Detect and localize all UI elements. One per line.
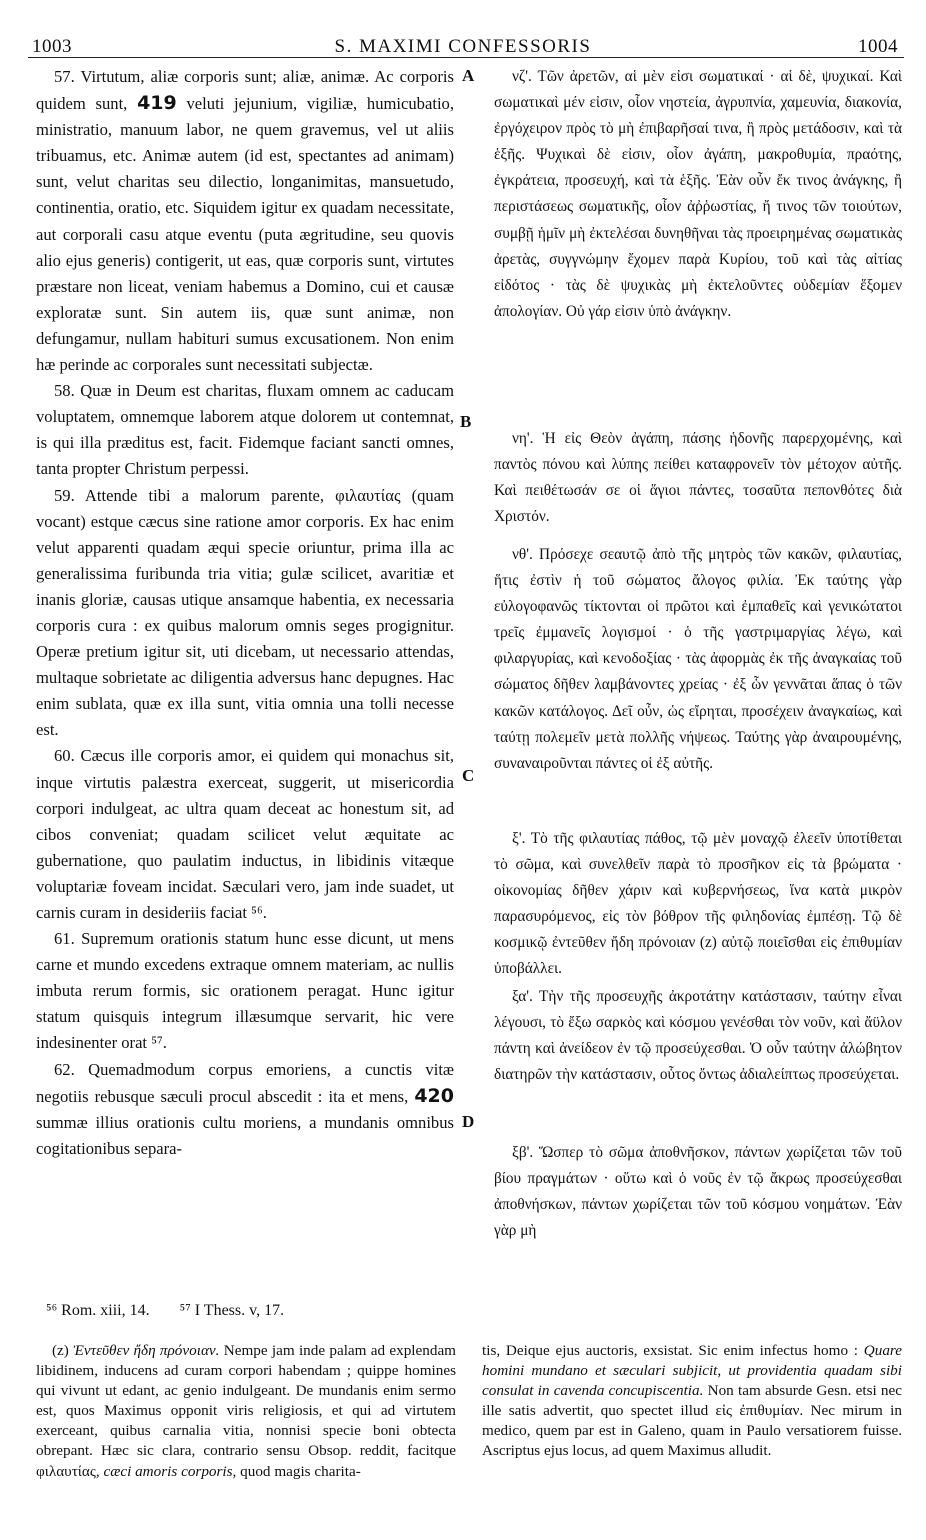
running-title: S. MAXIMI CONFESSORIS xyxy=(334,36,592,57)
footnote-label: (z) xyxy=(52,1342,69,1359)
latin-para-62-start: 62. Quemadmodum corpus emoriens, a cunctis vitæ negotiis rebusque sæculi procul abscedit : ita et mens, xyxy=(36,1059,454,1106)
footnote-left xyxy=(36,1341,456,1482)
column-number-420: 420 xyxy=(414,1084,454,1107)
greek-para-61: ξα'. Τὴν τῆς προσευχῆς ἀκροτάτην κατάστασιν, ταύτην εἶναι λέγουσι, τὸ ἔξω σαρκὸς καὶ κόσμου γενέσθαι τὸν νοῦν, καὶ ἄϋλον πάντη καὶ ἀνείδεον ἐν τῷ προσεύχεσθαι. Ὁ οὖν ταύτην ἀλώβητον διατηρῶν τὴν κατάστασιν, οὗτος ὄντως ἀδιαλείπτως προσεύχεται. xyxy=(494,988,902,1084)
header-rule xyxy=(28,57,904,58)
latin-para-60: 60. Cæcus ille corporis amor, ei quidem qui monachus sit, inque virtutis palæstra exerceat, suggerit, ut misericordia corpori indulgeat, ac ultra quam deceat ac honestum sit, ad cibos conveniat; quadam scilicet velut æquitate ac gubernatione, quo paulatim inductus, in libidinis vitæque voluptariæ foveam incidat. Sæculari vero, jam inde suadet, ut carnis curam in desideriis faciat ⁵⁶. xyxy=(36,746,454,922)
greek-para-59: νθ'. Πρόσεχε σεαυτῷ ἀπὸ τῆς μητρὸς τῶν κακῶν, φιλαυτίας, ἥτις ἐστὶν ἡ τοῦ σώματος ἄλογος φιλία. Ἐκ ταύτης γὰρ εὐλογοφανῶς τίκτονται οἱ πρῶτοι καὶ ἐμπαθεῖς καὶ γενικώτατοι τρεῖς ἐμμανεῖς λογισμοί · ὁ τῆς γαστριμαργίας λέγω, καὶ φιλαργυρίας, καὶ κενοδοξίας · τὰς ἀφορμὰς ἐκ τῆς ἀναγκαίας τοῦ σώματος δῆθεν λαμβάνοντες χρείας · ἐξ ὧν γεννᾶται ἅπας ὁ τῶν κακῶν κατάλογος. Δεῖ οὖν, ὡς εἴρηται, προσέχειν ἀναγκαίως, καὶ ταύτῃ πολεμεῖν μετὰ πολλῆς νήψεως. Ταύτης γὰρ ἀναιρουμένης, συναναιροῦνται πάντες οἱ ἐξ αὐτῆς. xyxy=(494,546,902,772)
greek-para-57: νζ'. Τῶν ἀρετῶν, αἱ μὲν εἰσι σωματικαί · αἱ δὲ, ψυχικαί. Καὶ σωματικαὶ μέν εἰσιν, οἷον νηστεία, ἀγρυπνία, χαμευνία, διακονία, ἐργόχειρον πρὸς τὸ μὴ ἐπιβαρῆσαί τινα, ἢ πρὸς μετάδοσιν, καὶ τὰ ἑξῆς. Ψυχικαὶ δὲ εἰσιν, οἷον ἀγάπη, μακροθυμία, πραότης, ἐγκράτεια, προσευχή, καὶ τὰ ἑξῆς. Ἐὰν οὖν ἔκ τινος ἀνάγκης, ἢ περιστάσεως σωματικῆς, οἷον ἀῤῥωστίας, ἤ τινος τῶν τοιούτων, συμβῇ ἡμῖν μὴ ἐκτελέσαι δυνηθῆναι τὰς προειρημένας σωματικὰς ἀρετὰς, συγγνώμην ἔχομεν παρὰ Κυρίου, τοῦ καὶ τὰς αἰτίας εἰδότος · τὰς δὲ ψυχικὰς μὴ ἐκτελοῦντες οὐδεμίαν ἕξομεν ἀπολογίαν. Οὐ γάρ εἰσιν ὑπὸ ἀνάγκην. xyxy=(494,68,902,320)
footnote-em-a: cæci amoris corporis xyxy=(103,1462,233,1480)
latin-para-57-start: 57. Virtutum, aliæ corporis sunt; aliæ, animæ. Ac corporis quidem sunt, xyxy=(36,67,454,114)
note-56: ⁵⁶ Rom. xiii, 14. xyxy=(46,1302,150,1319)
column-number-419: 419 xyxy=(137,92,177,115)
greek-para-62: ξβ'. Ὥσπερ τὸ σῶμα ἀποθνῆσκον, πάντων χωρίζεται τῶν τοῦ βίου πραγμάτων · οὕτω καὶ ὁ νοῦς ἐν τῷ ἄκρως προσεύχεσθαι ἀποθνήσκων, πάντων χωρίζεται τῶν τοῦ κόσμου νοημάτων. Ἐὰν γὰρ μὴ xyxy=(494,1144,902,1240)
latin-para-58: 58. Quæ in Deum est charitas, fluxam omnem ac caducam voluptatem, omnemque laborem atque dolorem ut contemnat, is qui illa præditus est, facit. Fidemque faciant sancti omnes, tanta propter Christum perpessi. xyxy=(36,381,454,479)
footnote-text-d: Non tam absurde Gesn. etsi nec ille satis advertit, quo spectet illud εἰς ἐπιθυμίαν. Nec mirum in medico, quem par est in Galeno, quam in Paulo versatiorem fuisse. Ascriptus ejus locus, ad quem Maximus alludit. xyxy=(482,1382,903,1460)
footnote-text-b: , quod magis charita- xyxy=(232,1462,361,1480)
latin-para-59: 59. Attende tibi a malorum parente, φιλαυτίας (quam vocant) estque cæcus sine ratione amor corporis. Ex hac enim velut apparenti quadam æqui specie oriuntur, prima illa ac generalissima furibunda tria vitia; gulæ scilicet, avaritiæ et inanis gloriæ, causas utique ansamque habentia, ex necessaria corporis cura : ex quibus malorum omnis seges progignitur. Operæ pretium igitur sit, uti dicebam, ut necessario attendas, multaque sobrietate ac diligentia adversus hanc depugnes. Hac enim sublata, quæ ex illa sunt, vitia omnia una tolli necesse est. xyxy=(36,485,454,740)
latin-para-62-rest: summæ illius orationis cultu moriens, a mundanis omnibus cogitationibus separa- xyxy=(36,1112,454,1158)
latin-para-57 xyxy=(36,64,454,378)
margin-marker-d: D xyxy=(462,1112,475,1131)
footnote-text-a: Nempe jam inde palam ad explendam libidinem, inducens ad curam corpori habendam ; quippe homines qui vivunt ut edant, ac genio indulgeant. De mundanis enim sermo est, quos Maximus opponit viris religiosis, et qui ad virtutem exerceant, quibus carnalia vitia, nonnisi specie boni obtecta obrepant. Hæc sic clara, contrario sensu Obsop. reddit, facitque φιλαυτίας, xyxy=(36,1342,457,1480)
footnote-text-c: tis, Deique ejus auctoris, exsistat. Sic enim infectus homo : xyxy=(482,1342,859,1359)
margin-marker-b: B xyxy=(460,412,472,431)
greek-column xyxy=(494,64,902,1294)
latin-para-62 xyxy=(36,1057,454,1162)
footnote-lemma: Ἐντεῦθεν ἤδη πρόνοιαν. xyxy=(73,1342,220,1359)
footnote-z-start xyxy=(36,1341,456,1482)
margin-marker-c: C xyxy=(462,766,475,785)
footnote-right xyxy=(482,1341,902,1462)
greek-para-60: ξ'. Τὸ τῆς φιλαυτίας πάθος, τῷ μὲν μοναχῷ ἐλεεῖν ὑποτίθεται τὸ σῶμα, καὶ συνελθεῖν παρὰ τὸ προσῆκον εἰς τὰ βρώματα · οἰκονομίας δῆθεν χάριν καὶ κυβερνήσεως, ἵνα κατὰ μικρὸν παρασυρόμενος, εἰς τὸν βόθρον τῆς φιληδονίας ἐμπέσῃ. Τῷ δὲ κοσμικῷ ἐντεῦθεν ἤδη πρόνοιαν (z) αὐτῷ ποιεῖσθαι εἰς ἐπιθυμίαν ὑποβάλλει. xyxy=(494,830,902,978)
latin-column xyxy=(36,64,454,1162)
greek-para-58: νη'. Ἡ εἰς Θεὸν ἀγάπη, πάσης ἡδονῆς παρερχομένης, καὶ παντὸς πόνου καὶ λύπης πείθει καταφρονεῖν τὸν μέτοχον αὐτῆς. Καὶ πειθέτωσάν σε οἱ ἅγιοι πάντες, τοσαῦτα πεπονθότες διὰ Χριστόν. xyxy=(494,430,902,526)
scripture-notes xyxy=(46,1302,310,1320)
margin-marker-a: A xyxy=(462,66,475,85)
footnote-em-c: Quare homini mundano et sæculari subjicit, ut providentia quadam sibi consulat in cavenda concupiscentia. xyxy=(482,1342,903,1400)
page-number-left: 1003 xyxy=(32,36,72,57)
note-57: ⁵⁷ I Thess. v, 17. xyxy=(179,1302,285,1319)
footnote-z-continued xyxy=(482,1341,902,1462)
latin-para-57-rest: veluti jejunium, vigiliæ, humicubatio, ministratio, manuum labor, ne quem gravemus, vel ut aliis tribuamus, etc. Animæ autem (id est, spectantes ad animam) sunt, velut charitas seu dilectio, longanimitas, mansuetudo, continentia, oratio, etc. Siquidem igitur ex quadam necessitate, aut corporali casu atque eventu (puta ægritudine, seu quovis alio ejus generis) contigerit, ut eas, quæ corporis sunt, virtutes præstare non liceat, veniam habemus a Domino, cui et causæ exploratæ sunt. Sin autem iis, quæ sunt animæ, non defungamur, nullam habituri sumus excusationem. Non enim hæ perinde ac corporales sunt necessitati subjectæ. xyxy=(36,94,455,375)
page-number-right: 1004 xyxy=(858,36,898,57)
latin-para-61: 61. Supremum orationis statum hunc esse dicunt, ut mens carne et mundo excedens extraque omnem materiam, ac nullis imbuta rerum formis, sic orationem peragat. Hunc igitur statum quisquis integrum illæsumque servarit, hic vere indesinenter orat ⁵⁷. xyxy=(36,929,454,1053)
page-header xyxy=(0,30,926,60)
